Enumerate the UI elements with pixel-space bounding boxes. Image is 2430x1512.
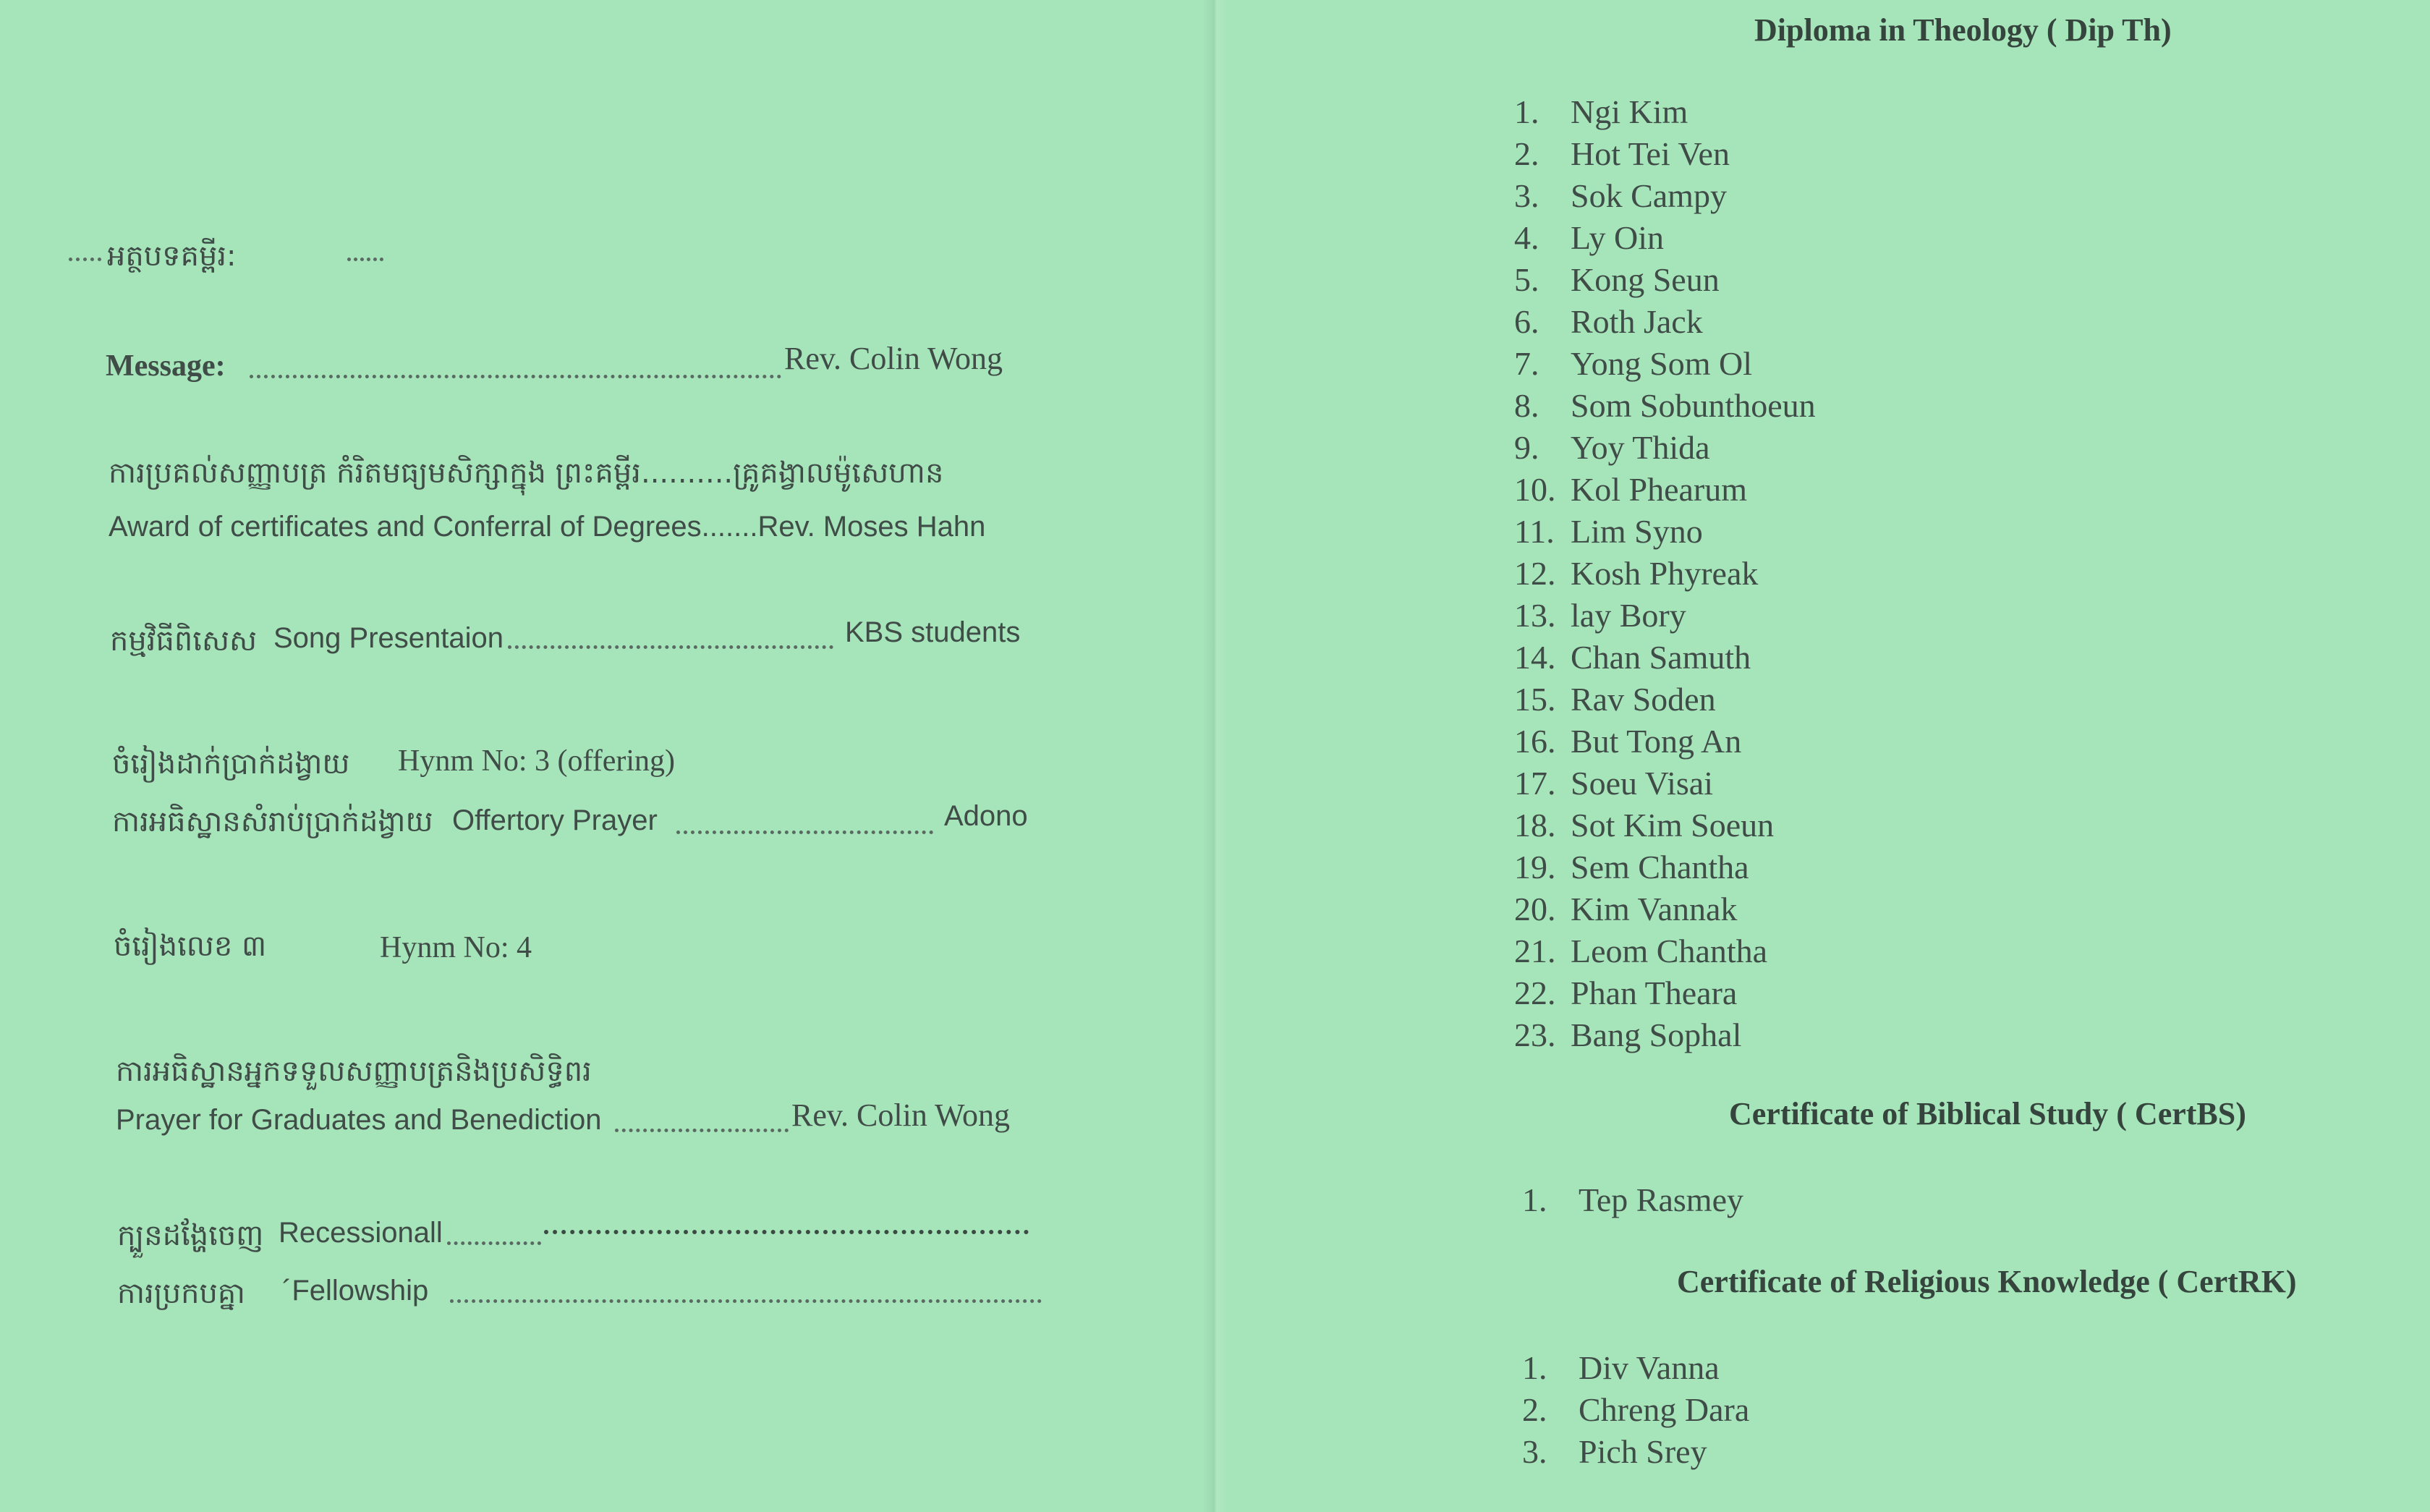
student-number: 6. bbox=[1514, 303, 1539, 340]
student-name: Hot Tei Ven bbox=[1571, 135, 1730, 172]
student-name: Div Vanna bbox=[1579, 1349, 1720, 1386]
student-number: 15. bbox=[1514, 681, 1556, 718]
student-number: 7. bbox=[1514, 345, 1539, 382]
student-name: Lim Syno bbox=[1571, 513, 1703, 550]
paper-fold bbox=[1202, 0, 1228, 1512]
offering-hymn-english: Hynm No: 3 (offering) bbox=[398, 744, 675, 778]
student-number: 11. bbox=[1514, 513, 1555, 550]
student-number: 22. bbox=[1514, 974, 1556, 1011]
student-name: Soeu Visai bbox=[1571, 765, 1714, 802]
student-list-item bbox=[1514, 972, 1816, 1014]
recessional-khmer: ក្បួនដង្ហែចេញ bbox=[117, 1219, 264, 1252]
student-list-item bbox=[1514, 804, 1816, 846]
graduates-prayer-english: Prayer for Graduates and Benediction bbox=[116, 1104, 602, 1136]
student-name: Sok Campy bbox=[1571, 177, 1727, 214]
student-number: 1. bbox=[1522, 1181, 1547, 1218]
song-performer: KBS students bbox=[845, 616, 1021, 648]
student-number: 4. bbox=[1514, 219, 1539, 256]
student-name: Roth Jack bbox=[1571, 303, 1703, 340]
certbs-student-list bbox=[1522, 1179, 1743, 1221]
student-list-item bbox=[1514, 133, 1816, 175]
student-name: Som Sobunthoeun bbox=[1571, 387, 1816, 424]
student-list-item bbox=[1514, 637, 1816, 679]
order-of-service-page bbox=[0, 0, 1201, 1512]
student-list-item bbox=[1522, 1179, 1743, 1221]
student-number: 18. bbox=[1514, 807, 1556, 844]
student-number: 19. bbox=[1514, 849, 1556, 885]
student-name: Kol Phearum bbox=[1571, 471, 1748, 508]
student-number: 1. bbox=[1514, 93, 1539, 130]
student-name: Tep Rasmey bbox=[1579, 1181, 1744, 1218]
student-name: Kim Vannak bbox=[1571, 891, 1738, 927]
student-list-item bbox=[1514, 511, 1816, 553]
student-list-item bbox=[1522, 1431, 1749, 1473]
fellowship-english: ´Fellowship bbox=[282, 1275, 429, 1307]
dipth-student-list bbox=[1514, 91, 1816, 1056]
student-list-item bbox=[1522, 1347, 1749, 1389]
student-list-item bbox=[1514, 888, 1816, 930]
song-khmer-label: កម្មវិធីពិសេស bbox=[110, 624, 258, 658]
student-name: Kosh Phyreak bbox=[1571, 555, 1759, 592]
graduates-prayer-leader: Rev. Colin Wong bbox=[791, 1097, 1011, 1133]
dipth-heading: Diploma in Theology ( Dip Th) bbox=[1754, 12, 2172, 48]
student-number: 21. bbox=[1514, 933, 1556, 969]
message-label: Message: bbox=[106, 349, 226, 383]
student-list-item bbox=[1514, 1014, 1816, 1056]
scripture-label: អត្ថបទគម្ពីរ: bbox=[107, 239, 237, 273]
student-list-item bbox=[1514, 343, 1816, 385]
award-khmer: ការប្រគល់សញ្ញាបត្រ កំរិតមធ្យមសិក្សាក្នុង ព្រះគម្ពីរ..........គ្រូគង្វាលម៉ូសេហាន bbox=[109, 456, 944, 490]
student-name: Chan Samuth bbox=[1571, 639, 1751, 676]
student-name: Yong Som Ol bbox=[1571, 345, 1752, 382]
student-number: 2. bbox=[1522, 1391, 1547, 1428]
offertory-leader: Adono bbox=[944, 800, 1028, 832]
student-number: 13. bbox=[1514, 597, 1556, 634]
student-number: 3. bbox=[1514, 177, 1539, 214]
offertory-english: Offertory Prayer bbox=[452, 804, 658, 836]
offertory-khmer: ការអធិស្ឋានសំរាប់ប្រាក់ដង្វាយ bbox=[112, 805, 433, 838]
student-list-item bbox=[1514, 930, 1816, 972]
offering-hymn-khmer: ចំរៀងដាក់ប្រាក់ដង្វាយ bbox=[112, 747, 350, 781]
recessional-english: Recessionall bbox=[279, 1217, 443, 1249]
student-name: Pich Srey bbox=[1579, 1433, 1707, 1470]
student-number: 23. bbox=[1514, 1016, 1556, 1053]
student-number: 17. bbox=[1514, 765, 1556, 802]
student-list-item bbox=[1514, 385, 1816, 427]
student-name: Kong Seun bbox=[1571, 261, 1720, 298]
student-number: 8. bbox=[1514, 387, 1539, 424]
message-dots bbox=[250, 375, 781, 378]
student-number: 14. bbox=[1514, 639, 1556, 676]
student-name: Chreng Dara bbox=[1579, 1391, 1750, 1428]
hymn-four-khmer: ចំរៀងលេខ ៣ bbox=[114, 930, 267, 963]
graduates-prayer-khmer: ការអធិស្ឋានអ្នកទទួលសញ្ញាបត្រនិងប្រសិទ្ធិពរ bbox=[116, 1055, 592, 1088]
student-list-item bbox=[1514, 721, 1816, 763]
student-number: 12. bbox=[1514, 555, 1556, 592]
student-number: 20. bbox=[1514, 891, 1556, 927]
student-number: 5. bbox=[1514, 261, 1539, 298]
student-name: lay Bory bbox=[1571, 597, 1686, 634]
student-number: 2. bbox=[1514, 135, 1539, 172]
student-number: 9. bbox=[1514, 429, 1539, 466]
scripture-leader-dots-right bbox=[347, 258, 383, 261]
student-name: Ngi Kim bbox=[1571, 93, 1688, 130]
song-dots bbox=[508, 645, 833, 649]
student-list-item bbox=[1514, 595, 1816, 637]
student-name: Sem Chantha bbox=[1571, 849, 1749, 885]
student-name: But Tong An bbox=[1571, 723, 1742, 760]
song-english-label: Song Presentaion bbox=[273, 622, 504, 654]
student-name: Leom Chantha bbox=[1571, 933, 1768, 969]
student-list-item bbox=[1514, 217, 1816, 259]
hymn-four-english: Hynm No: 4 bbox=[380, 931, 532, 964]
student-name: Rav Soden bbox=[1571, 681, 1716, 718]
student-number: 16. bbox=[1514, 723, 1556, 760]
student-list-item bbox=[1514, 679, 1816, 721]
student-list-item bbox=[1514, 91, 1816, 133]
student-number: 3. bbox=[1522, 1433, 1547, 1470]
student-list-item bbox=[1514, 427, 1816, 469]
recessional-dots bbox=[544, 1230, 1029, 1234]
student-list-item bbox=[1514, 175, 1816, 217]
message-speaker: Rev. Colin Wong bbox=[784, 341, 1003, 376]
student-name: Bang Sophal bbox=[1571, 1016, 1742, 1053]
student-name: Phan Theara bbox=[1571, 974, 1738, 1011]
student-list-item bbox=[1514, 763, 1816, 804]
graduates-page bbox=[1230, 0, 2430, 1512]
student-name: Yoy Thida bbox=[1571, 429, 1710, 466]
student-name: Sot Kim Soeun bbox=[1571, 807, 1775, 844]
student-list-item bbox=[1522, 1389, 1749, 1431]
student-list-item bbox=[1514, 846, 1816, 888]
certrk-heading: Certificate of Religious Knowledge ( CertRK) bbox=[1677, 1264, 2297, 1299]
award-english: Award of certificates and Conferral of Degrees.......Rev. Moses Hahn bbox=[109, 511, 986, 543]
student-name: Ly Oin bbox=[1571, 219, 1665, 256]
certrk-student-list bbox=[1522, 1347, 1749, 1473]
graduates-prayer-dots bbox=[615, 1129, 789, 1132]
student-number: 1. bbox=[1522, 1349, 1547, 1386]
certbs-heading: Certificate of Biblical Study ( CertBS) bbox=[1729, 1096, 2246, 1131]
student-list-item bbox=[1514, 553, 1816, 595]
recessional-dots-light bbox=[447, 1241, 541, 1245]
offertory-dots bbox=[676, 831, 933, 834]
fellowship-dots bbox=[450, 1299, 1042, 1303]
scripture-leader-dots bbox=[69, 258, 101, 261]
student-list-item bbox=[1514, 259, 1816, 301]
fellowship-khmer: ការប្រកបគ្នា bbox=[117, 1277, 245, 1310]
student-list-item bbox=[1514, 301, 1816, 343]
student-number: 10. bbox=[1514, 471, 1556, 508]
student-list-item bbox=[1514, 469, 1816, 511]
